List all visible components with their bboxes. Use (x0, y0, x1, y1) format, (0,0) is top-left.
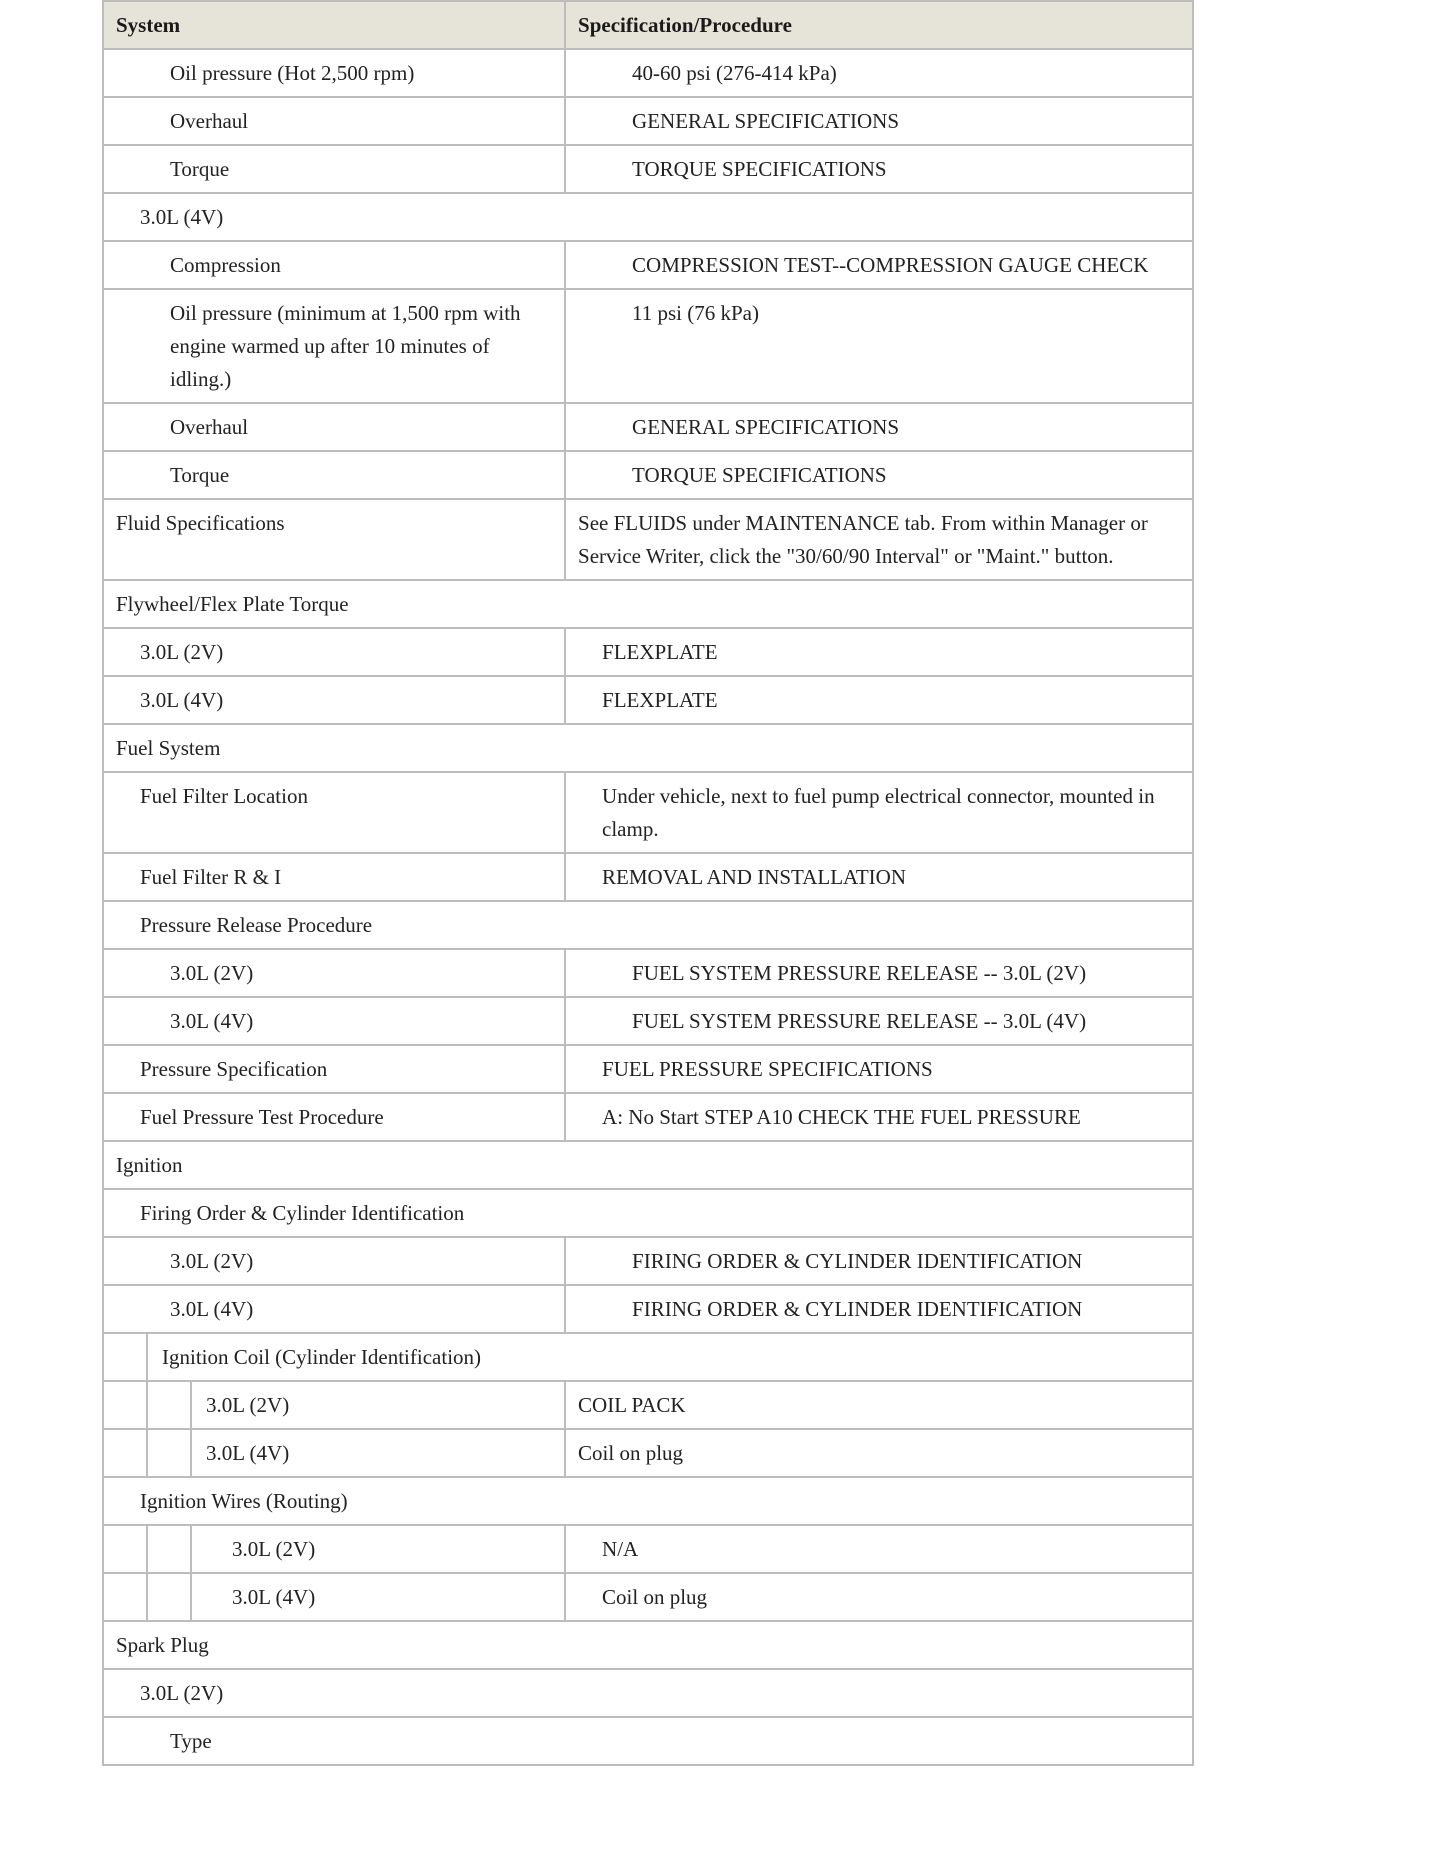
section-cell: Ignition (103, 1141, 1193, 1189)
table-row (103, 403, 1193, 451)
indent-stub-cell (147, 1381, 191, 1429)
section-cell: Type (103, 1717, 1193, 1765)
table-row (103, 241, 1193, 289)
section-cell: Spark Plug (103, 1621, 1193, 1669)
indent-stub-cell (147, 1573, 191, 1621)
spec-cell: FIRING ORDER & CYLINDER IDENTIFICATION (565, 1237, 1193, 1285)
indent-stub-cell (147, 1525, 191, 1573)
system-cell: 3.0L (4V) (191, 1429, 565, 1477)
system-cell: Compression (103, 241, 565, 289)
spec-cell: FUEL SYSTEM PRESSURE RELEASE -- 3.0L (4V) (565, 997, 1193, 1045)
table-row (103, 772, 1193, 853)
table-row (103, 853, 1193, 901)
section-cell: Ignition Wires (Routing) (103, 1477, 1193, 1525)
system-cell: Oil pressure (minimum at 1,500 rpm with engine warmed up after 10 minutes of idling.) (103, 289, 565, 403)
table-row (103, 1237, 1193, 1285)
system-cell: Overhaul (103, 97, 565, 145)
spec-cell: COIL PACK (565, 1381, 1193, 1429)
system-cell: Fuel Filter R & I (103, 853, 565, 901)
section-cell: Firing Order & Cylinder Identification (103, 1189, 1193, 1237)
spec-cell: TORQUE SPECIFICATIONS (565, 145, 1193, 193)
section-cell: Flywheel/Flex Plate Torque (103, 580, 1193, 628)
system-cell: Oil pressure (Hot 2,500 rpm) (103, 49, 565, 97)
spec-column-header: Specification/Procedure (565, 1, 1193, 49)
table-row (103, 997, 1193, 1045)
spec-cell: A: No Start STEP A10 CHECK THE FUEL PRESSURE (565, 1093, 1193, 1141)
spec-cell: FUEL SYSTEM PRESSURE RELEASE -- 3.0L (2V) (565, 949, 1193, 997)
system-cell: 3.0L (4V) (103, 1285, 565, 1333)
spec-cell: See FLUIDS under MAINTENANCE tab. From within Manager or Service Writer, click the "30/60/90 Interval" or "Maint." button. (565, 499, 1193, 580)
table-row (103, 97, 1193, 145)
system-cell: 3.0L (4V) (103, 676, 565, 724)
table-header-row (103, 1, 1193, 49)
system-cell: 3.0L (2V) (103, 949, 565, 997)
table-row (103, 1093, 1193, 1141)
spec-cell: GENERAL SPECIFICATIONS (565, 97, 1193, 145)
system-cell: 3.0L (2V) (103, 628, 565, 676)
table-row (103, 949, 1193, 997)
table-row (103, 676, 1193, 724)
system-cell: 3.0L (2V) (103, 1237, 565, 1285)
system-cell: 3.0L (4V) (103, 997, 565, 1045)
system-cell: Fuel Filter Location (103, 772, 565, 853)
table-section-row (103, 1141, 1193, 1189)
table-section-row (103, 193, 1193, 241)
system-cell: Pressure Specification (103, 1045, 565, 1093)
indent-stub-cell (103, 1381, 147, 1429)
spec-cell: FLEXPLATE (565, 628, 1193, 676)
table-section-row (103, 1333, 1193, 1381)
table-section-row (103, 1477, 1193, 1525)
system-cell: Overhaul (103, 403, 565, 451)
spec-cell: 40-60 psi (276-414 kPa) (565, 49, 1193, 97)
table-section-row (103, 1717, 1193, 1765)
indent-stub-cell (103, 1429, 147, 1477)
spec-cell: FLEXPLATE (565, 676, 1193, 724)
table-row (103, 1573, 1193, 1621)
spec-cell: FUEL PRESSURE SPECIFICATIONS (565, 1045, 1193, 1093)
indent-stub-cell (147, 1429, 191, 1477)
table-row (103, 289, 1193, 403)
section-cell: 3.0L (4V) (103, 193, 1193, 241)
spec-cell: N/A (565, 1525, 1193, 1573)
spec-cell: COMPRESSION TEST--COMPRESSION GAUGE CHECK (565, 241, 1193, 289)
system-cell: 3.0L (2V) (191, 1525, 565, 1573)
table-row (103, 1525, 1193, 1573)
table-section-row (103, 580, 1193, 628)
table-row (103, 451, 1193, 499)
table-section-row (103, 724, 1193, 772)
system-column-header: System (103, 1, 565, 49)
spec-cell: Coil on plug (565, 1429, 1193, 1477)
indent-stub-cell (103, 1333, 147, 1381)
table-row (103, 1381, 1193, 1429)
table-section-row (103, 1669, 1193, 1717)
section-cell: 3.0L (2V) (103, 1669, 1193, 1717)
system-cell: 3.0L (4V) (191, 1573, 565, 1621)
system-cell: Torque (103, 451, 565, 499)
spec-cell: Under vehicle, next to fuel pump electrical connector, mounted in clamp. (565, 772, 1193, 853)
table-section-row (103, 1621, 1193, 1669)
system-cell: 3.0L (2V) (191, 1381, 565, 1429)
table-row (103, 49, 1193, 97)
section-cell: Fuel System (103, 724, 1193, 772)
table-row (103, 145, 1193, 193)
table-row (103, 628, 1193, 676)
section-cell: Ignition Coil (Cylinder Identification) (147, 1333, 1193, 1381)
indent-stub-cell (103, 1573, 147, 1621)
system-cell: Torque (103, 145, 565, 193)
table-row (103, 499, 1193, 580)
table-section-row (103, 901, 1193, 949)
indent-stub-cell (103, 1525, 147, 1573)
table-row (103, 1285, 1193, 1333)
table-row (103, 1429, 1193, 1477)
table-section-row (103, 1189, 1193, 1237)
section-cell: Pressure Release Procedure (103, 901, 1193, 949)
specifications-table (102, 0, 1194, 1766)
spec-cell: FIRING ORDER & CYLINDER IDENTIFICATION (565, 1285, 1193, 1333)
system-cell: Fuel Pressure Test Procedure (103, 1093, 565, 1141)
spec-cell: GENERAL SPECIFICATIONS (565, 403, 1193, 451)
spec-cell: REMOVAL AND INSTALLATION (565, 853, 1193, 901)
spec-cell: 11 psi (76 kPa) (565, 289, 1193, 403)
table-row (103, 1045, 1193, 1093)
system-cell: Fluid Specifications (103, 499, 565, 580)
spec-cell: TORQUE SPECIFICATIONS (565, 451, 1193, 499)
spec-cell: Coil on plug (565, 1573, 1193, 1621)
